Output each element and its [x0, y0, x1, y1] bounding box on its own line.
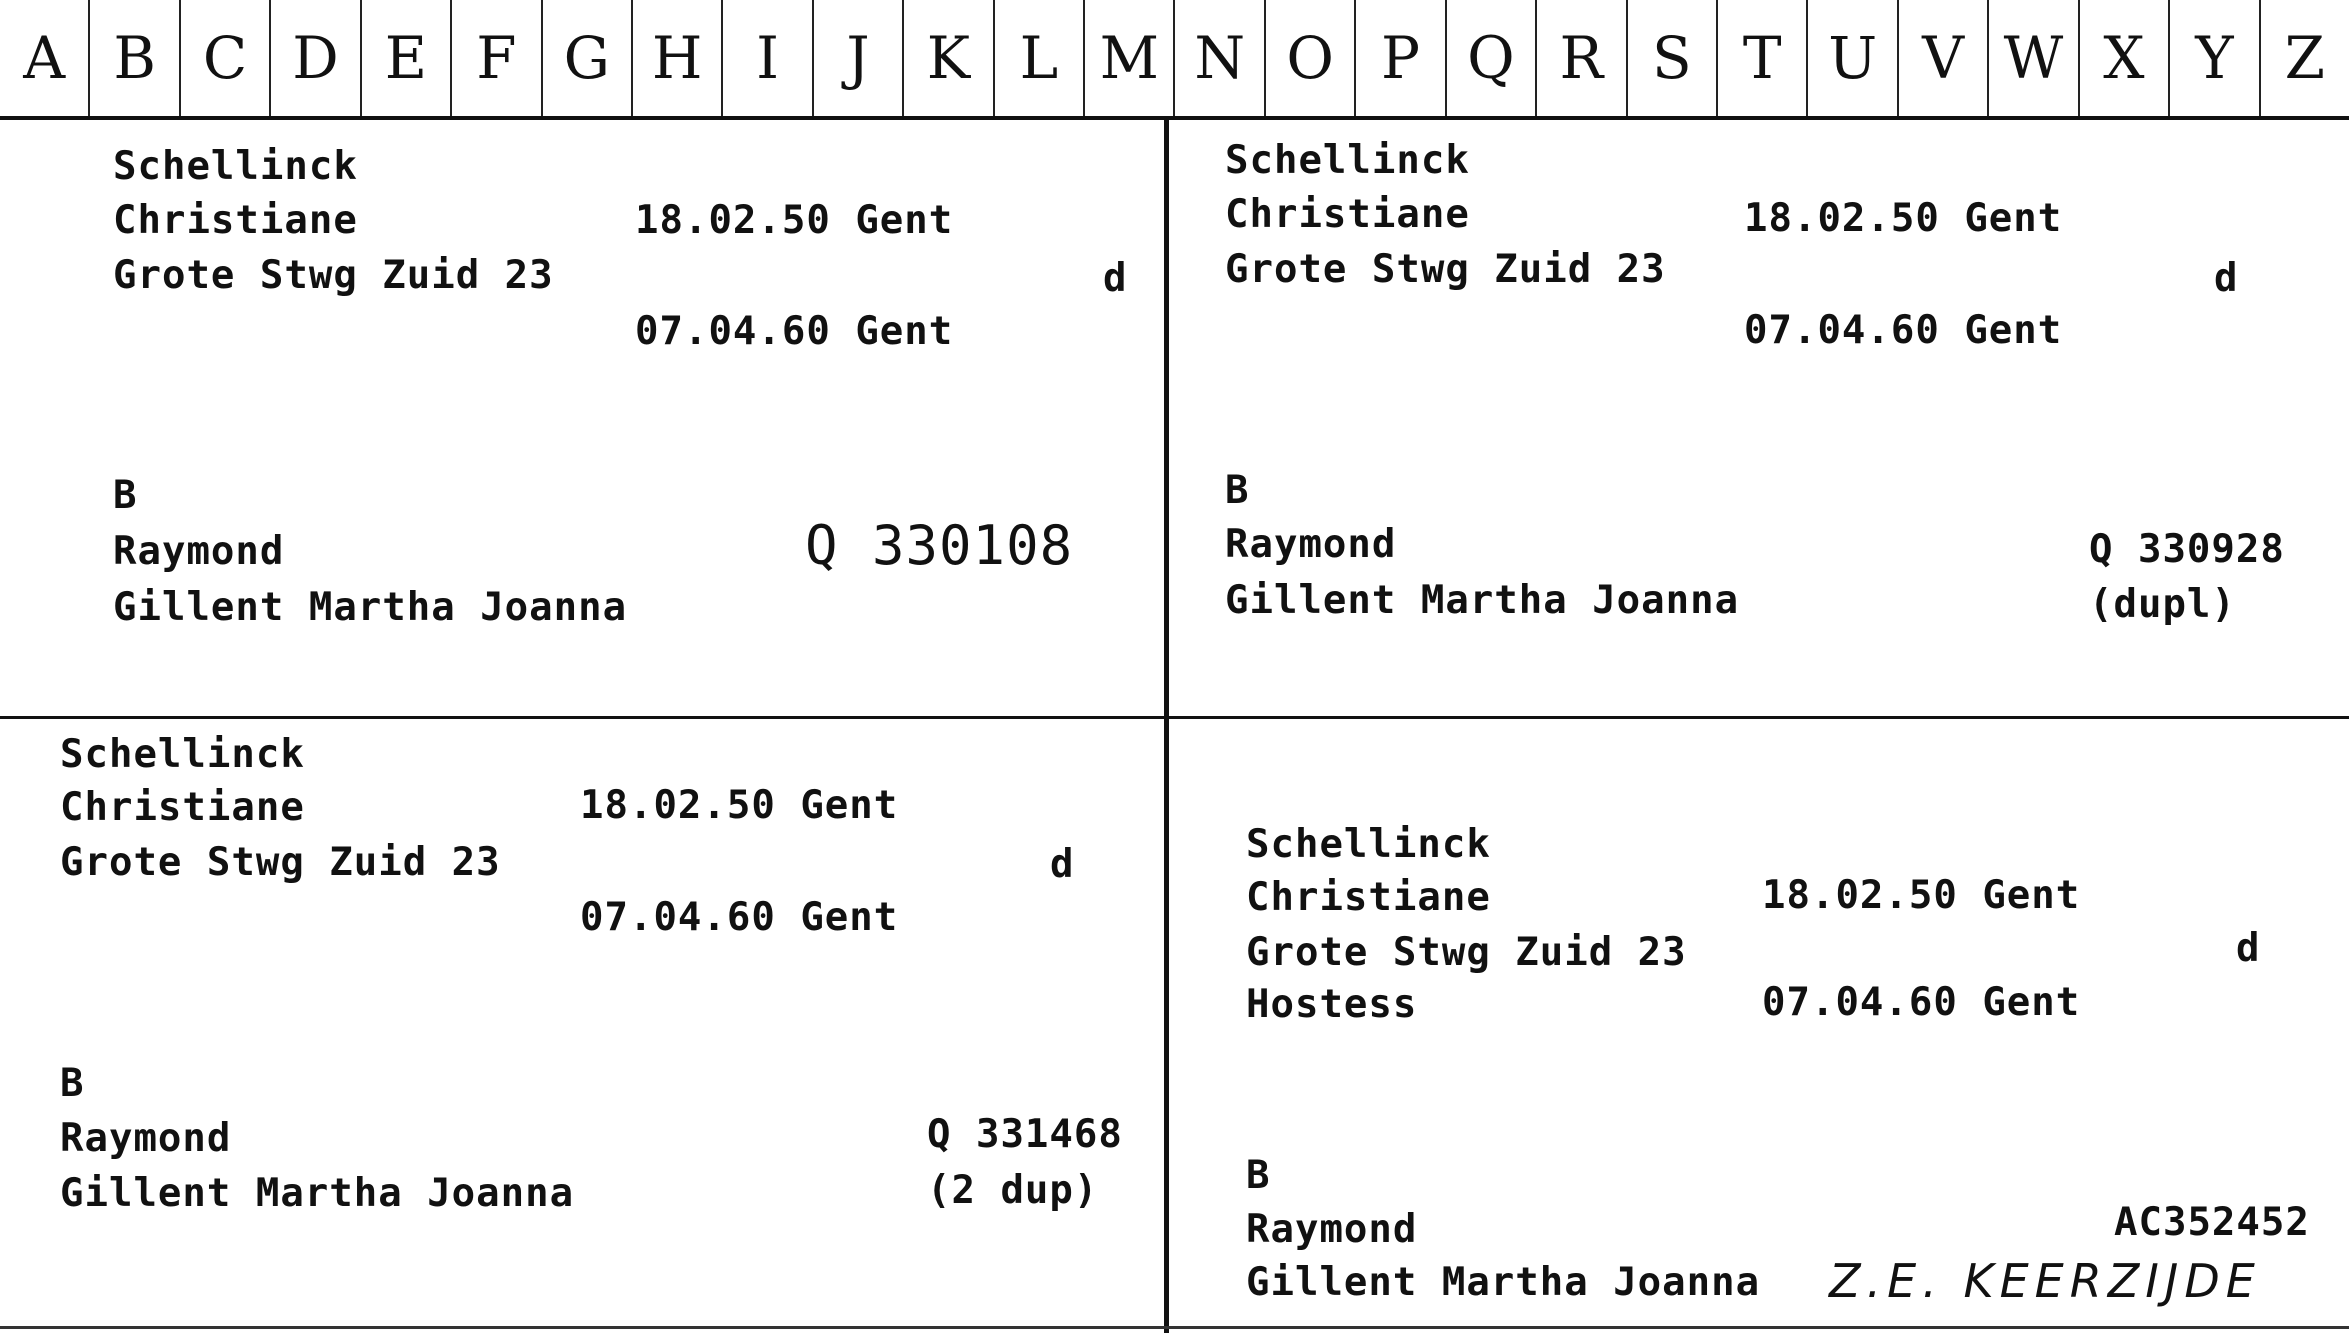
- index-letter: Y: [2170, 0, 2260, 116]
- index-letter: H: [633, 0, 723, 116]
- index-letter: N: [1175, 0, 1265, 116]
- first-name: Christiane: [1246, 875, 1491, 920]
- surname: Schellinck: [1225, 138, 1470, 183]
- surname: Schellinck: [60, 732, 305, 777]
- reference-number: AC352452: [2114, 1200, 2310, 1245]
- duplicate-note: (dupl): [2089, 582, 2236, 627]
- surname: Schellinck: [1246, 822, 1491, 867]
- mother-name: Gillent Martha Joanna: [113, 585, 628, 630]
- index-letter: V: [1899, 0, 1989, 116]
- index-letter: I: [723, 0, 813, 116]
- first-name: Christiane: [113, 198, 358, 243]
- nationality: B: [1225, 468, 1250, 513]
- address: Grote Stwg Zuid 23: [113, 253, 554, 298]
- handwritten-note: Z.E. KEERZIJDE: [1829, 1254, 2261, 1308]
- index-letter: G: [543, 0, 633, 116]
- status-flag: d: [2214, 256, 2239, 301]
- first-name: Christiane: [60, 785, 305, 830]
- index-letter: Q: [1447, 0, 1537, 116]
- birth-date-place: 18.02.50 Gent: [635, 198, 954, 243]
- birth-date-place: 18.02.50 Gent: [580, 783, 899, 828]
- father-name: Raymond: [113, 529, 285, 574]
- index-letter: M: [1085, 0, 1175, 116]
- address: Grote Stwg Zuid 23: [60, 840, 501, 885]
- index-letter: B: [90, 0, 180, 116]
- status-flag: d: [1050, 842, 1075, 887]
- mother-name: Gillent Martha Joanna: [1246, 1260, 1761, 1305]
- index-letter: L: [995, 0, 1085, 116]
- index-letter: K: [904, 0, 994, 116]
- index-letter: W: [1989, 0, 2079, 116]
- second-date-place: 07.04.60 Gent: [580, 895, 899, 940]
- father-name: Raymond: [60, 1116, 232, 1161]
- surname: Schellinck: [113, 144, 358, 189]
- index-letter: P: [1356, 0, 1446, 116]
- record-card-1: [0, 120, 1164, 718]
- index-letter: O: [1266, 0, 1356, 116]
- reference-number: Q 330928: [2089, 527, 2285, 572]
- index-letter: F: [452, 0, 542, 116]
- father-name: Raymond: [1246, 1207, 1418, 1252]
- address: Grote Stwg Zuid 23: [1225, 247, 1666, 292]
- index-letter: U: [1808, 0, 1898, 116]
- status-flag: d: [2236, 926, 2261, 971]
- first-name: Christiane: [1225, 192, 1470, 237]
- index-letter: T: [1718, 0, 1808, 116]
- record-card-4: [1169, 720, 2333, 1318]
- occupation: Hostess: [1246, 982, 1418, 1027]
- index-letter: E: [362, 0, 452, 116]
- bottom-rule: [0, 1326, 2349, 1329]
- nationality: B: [113, 473, 138, 518]
- status-flag: d: [1103, 256, 1128, 301]
- mother-name: Gillent Martha Joanna: [1225, 578, 1740, 623]
- reference-number: Q 330108: [805, 514, 1074, 577]
- record-card-2: [1169, 120, 2333, 718]
- nationality: B: [60, 1061, 85, 1106]
- index-letter: X: [2080, 0, 2170, 116]
- birth-date-place: 18.02.50 Gent: [1744, 196, 2063, 241]
- nationality: B: [1246, 1153, 1271, 1198]
- father-name: Raymond: [1225, 522, 1397, 567]
- second-date-place: 07.04.60 Gent: [1762, 980, 2081, 1025]
- index-letter: D: [271, 0, 361, 116]
- address: Grote Stwg Zuid 23: [1246, 930, 1687, 975]
- duplicate-note: (2 dup): [927, 1168, 1099, 1213]
- index-letter: S: [1628, 0, 1718, 116]
- birth-date-place: 18.02.50 Gent: [1762, 873, 2081, 918]
- index-letter: Z: [2284, 24, 2325, 92]
- mother-name: Gillent Martha Joanna: [60, 1171, 575, 1216]
- second-date-place: 07.04.60 Gent: [635, 309, 954, 354]
- index-letter: A: [0, 0, 90, 116]
- reference-number: Q 331468: [927, 1112, 1123, 1157]
- record-card-3: [0, 720, 1164, 1318]
- alphabet-index-strip: [0, 0, 2349, 120]
- index-letter: C: [181, 0, 271, 116]
- second-date-place: 07.04.60 Gent: [1744, 308, 2063, 353]
- index-letter: R: [1537, 0, 1627, 116]
- index-letter: J: [814, 0, 904, 116]
